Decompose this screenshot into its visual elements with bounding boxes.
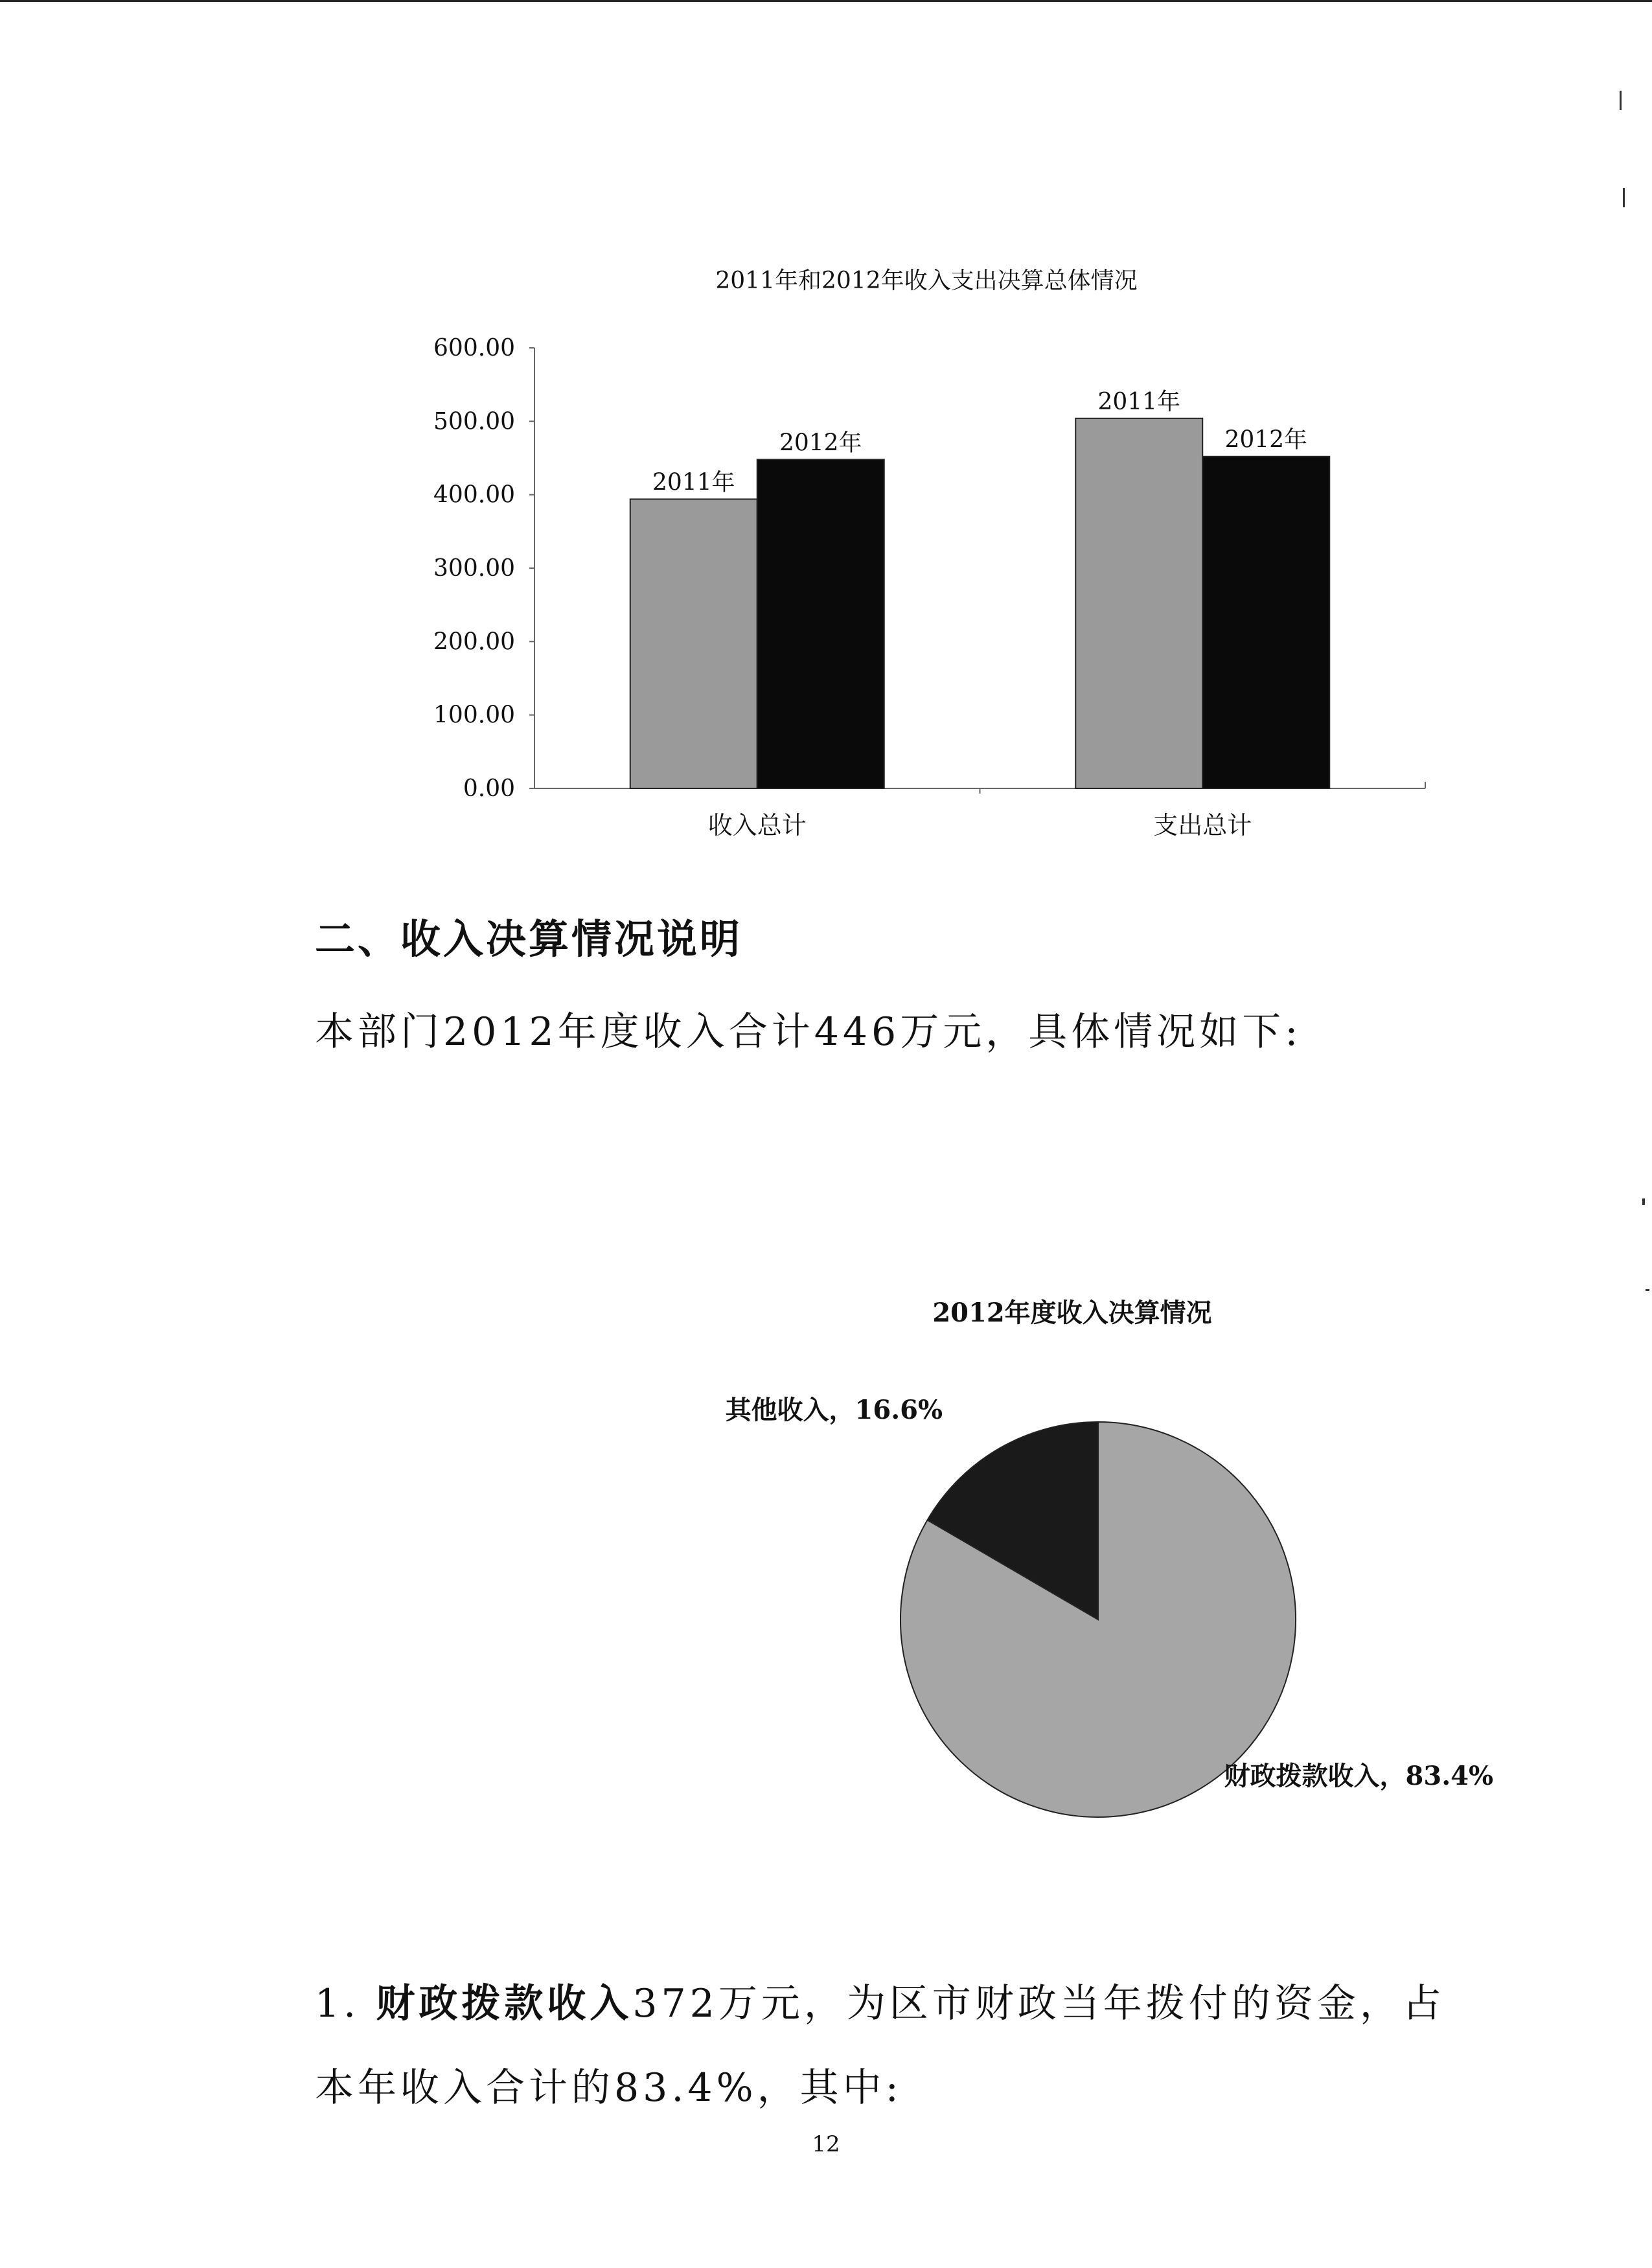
item-1-bold-label: 财政拨款收入 [376, 1981, 633, 2026]
page-number: 12 [812, 2131, 840, 2157]
scan-mark [1623, 188, 1625, 207]
bar-0-1 [1075, 418, 1202, 788]
y-tick-label: 0.00 [463, 775, 515, 802]
bar-data-label: 2011年 [652, 469, 735, 496]
item-1-line-1 [315, 1973, 1445, 2028]
scan-mark [1642, 1198, 1645, 1205]
y-tick-label: 500.00 [433, 408, 515, 435]
item-1-number: 1. [315, 1981, 360, 2026]
bar-0-0 [630, 499, 757, 788]
x-category-label: 支出总计 [1153, 811, 1252, 840]
bar-1-1 [1202, 457, 1329, 788]
y-tick-label: 600.00 [433, 335, 515, 361]
x-category-label: 收入总计 [707, 811, 807, 840]
scan-mark [1646, 1289, 1649, 1291]
bar-marks [630, 389, 1330, 788]
y-tick-label: 100.00 [433, 702, 515, 729]
scan-mark [1620, 91, 1622, 110]
y-tick-label: 300.00 [433, 555, 515, 582]
y-tick-label: 400.00 [433, 481, 515, 509]
pie-slice-label: 财政拨款收入，83.4% [1224, 1761, 1493, 1791]
bar-data-label: 2011年 [1097, 388, 1181, 415]
y-tick-label: 200.00 [433, 628, 515, 656]
y-axis-ticks [433, 335, 534, 802]
chart-title: 2011年和2012年收入支出决算总体情况 [715, 268, 1138, 294]
section-heading: 二、收入决算情况说明 [315, 915, 743, 963]
scan-top-edge [0, 0, 1652, 2]
chart-title: 2012年度收入决算情况 [932, 1298, 1212, 1328]
bar-1-0 [757, 459, 884, 788]
pie-slice-label: 其他收入，16.6% [725, 1395, 943, 1425]
item-1-text: 372万元，为区市财政当年拨付的资金，占 [632, 1981, 1445, 2026]
x-axis-categories [708, 782, 1425, 840]
bar-chart [389, 253, 1464, 855]
bar-data-label: 2012年 [779, 430, 862, 457]
bar-data-label: 2012年 [1224, 426, 1308, 453]
item-1-line-2: 本年收入合计的83.4%，其中: [315, 2065, 902, 2111]
pie-slices [901, 1422, 1296, 1817]
pie-chart [648, 1270, 1555, 1840]
intro-paragraph: 本部门2012年度收入合计446万元，具体情况如下: [315, 1009, 1302, 1055]
